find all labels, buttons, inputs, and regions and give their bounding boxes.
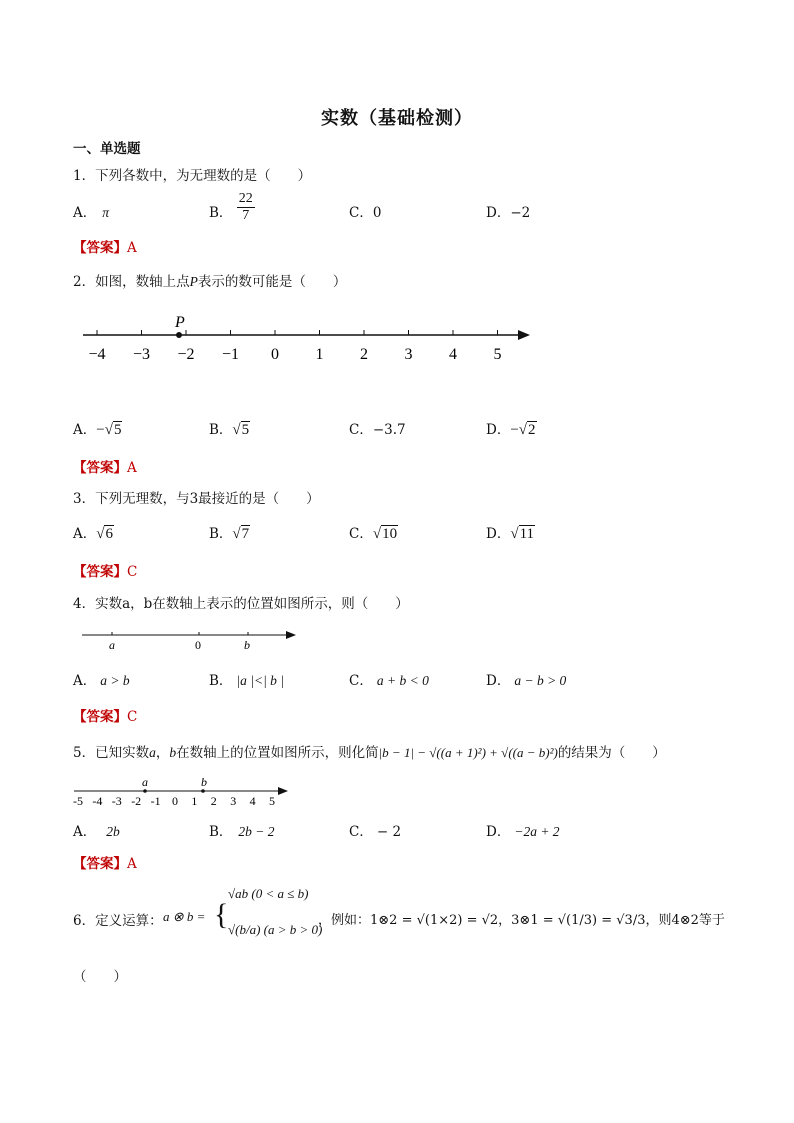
q2-tick-label: 4 [449, 346, 457, 363]
question-4-stem: 4．实数a，b在数轴上表示的位置如图所示，则（ ） [73, 596, 409, 612]
label-a: a [142, 775, 148, 789]
q5-tick-label: 2 [210, 794, 217, 808]
q2-option-d: D．−√2 [486, 422, 536, 438]
q4-option-d: D． a − b > 0 [486, 673, 567, 689]
q2-tick-label: −2 [177, 346, 195, 363]
q1-option-d: D．−2 [486, 205, 531, 221]
q3-answer: 【答案】C [73, 564, 138, 580]
q2-tick-label: 2 [360, 346, 368, 363]
q5-tick-label: 4 [249, 794, 256, 808]
q4-option-b: B． |a |<| b | [209, 673, 285, 689]
section-heading: 一、单选题 [73, 141, 141, 157]
q5-option-d: D． −2a + 2 [486, 824, 560, 840]
point-p-label: P [175, 314, 185, 331]
q3-option-c: C．√10 [349, 526, 398, 542]
q1-option-b: B． $\frac{22}{7}$ [209, 191, 253, 223]
q2-tick-label: −1 [221, 346, 240, 363]
label-zero: 0 [195, 638, 201, 652]
q3-option-a: A．√6 [73, 526, 113, 542]
q3-option-d: D．√11 [486, 526, 535, 542]
q4-option-c: C． a + b < 0 [349, 673, 429, 689]
point-a [143, 789, 147, 793]
question-6-stem: 6．定义运算： [73, 913, 163, 929]
q5-option-b: B． 2b − 2 [209, 824, 275, 840]
question-5-stem: 5．已知实数a，b在数轴上的位置如图所示，则化简|b − 1| − √((a + 1)²) + √((a − b)²)的结果为（ ） [73, 745, 666, 761]
q5-option-c: C． − 2 [349, 824, 402, 840]
q2-answer: 【答案】A [73, 460, 137, 476]
q6-answer-paren: （ ） [73, 969, 127, 985]
question-3-stem: 3．下列无理数，与3最接近的是（ ） [73, 491, 320, 507]
axis-arrow [286, 631, 296, 639]
label-b: b [201, 775, 207, 789]
q2-number-line [75, 310, 535, 370]
point-p [176, 332, 182, 338]
q2-option-b: B．√5 [209, 422, 250, 438]
q2-tick-label: −3 [132, 346, 151, 363]
q6-example: ，例如：1⊗2 = √(1×2) = √2，3⊗1 = √(1/3) = √3/3，则4⊗2等于 [318, 913, 725, 928]
q5-tick-label: 5 [269, 794, 275, 808]
q2-tick-label: 3 [404, 346, 413, 363]
label-a: a [109, 638, 115, 652]
q4-number-line [78, 625, 303, 655]
q5-option-a: A． 2b [73, 824, 120, 840]
q5-tick-label: -2 [131, 794, 142, 808]
q5-expression: |b − 1| − √((a + 1)²) + √((a − b)²) [378, 745, 558, 760]
q5-tick-label: 1 [191, 794, 198, 808]
q5-tick-label: -5 [73, 794, 83, 808]
q5-tick-label: 3 [230, 794, 237, 808]
q1-option-a: A． π [73, 205, 110, 221]
q5-answer: 【答案】A [73, 856, 137, 872]
question-2-stem: 2．如图，数轴上点P表示的数可能是（ ） [73, 274, 347, 290]
q5-tick-label: -4 [92, 794, 103, 808]
q3-option-b: B．√7 [209, 526, 250, 542]
q6-case-1: √ab (0 < a ≤ b) [228, 886, 309, 901]
q6-case-2: √(b/a) (a > b > 0) [228, 922, 323, 937]
label-b: b [244, 638, 250, 652]
q5-tick-label: -1 [150, 794, 161, 808]
q1-answer: 【答案】A [73, 240, 137, 256]
q2-option-c: C．−3.7 [349, 422, 406, 438]
question-1-stem: 1．下列各数中，为无理数的是（ ） [73, 168, 312, 184]
q2-option-a: A．−√5 [73, 422, 122, 438]
q5-tick-label: -3 [111, 794, 122, 808]
axis-arrow [518, 330, 530, 340]
q4-option-a: A． a > b [73, 673, 130, 689]
q1-option-c: C．0 [349, 205, 382, 221]
q2-tick-label: 0 [271, 346, 279, 363]
page-title: 实数（基础检测） [321, 108, 473, 129]
q6-brace: { [214, 898, 229, 931]
axis-arrow [278, 787, 288, 795]
q5-number-line [70, 773, 295, 809]
q2-tick-label: 5 [493, 346, 502, 363]
q6-definition-lhs: a ⊗ b = [163, 909, 206, 924]
q5-tick-label: 0 [172, 794, 178, 808]
q4-answer: 【答案】C [73, 709, 138, 725]
point-b [201, 789, 205, 793]
q2-tick-label: −4 [88, 346, 106, 363]
q2-tick-label: 1 [315, 346, 324, 363]
